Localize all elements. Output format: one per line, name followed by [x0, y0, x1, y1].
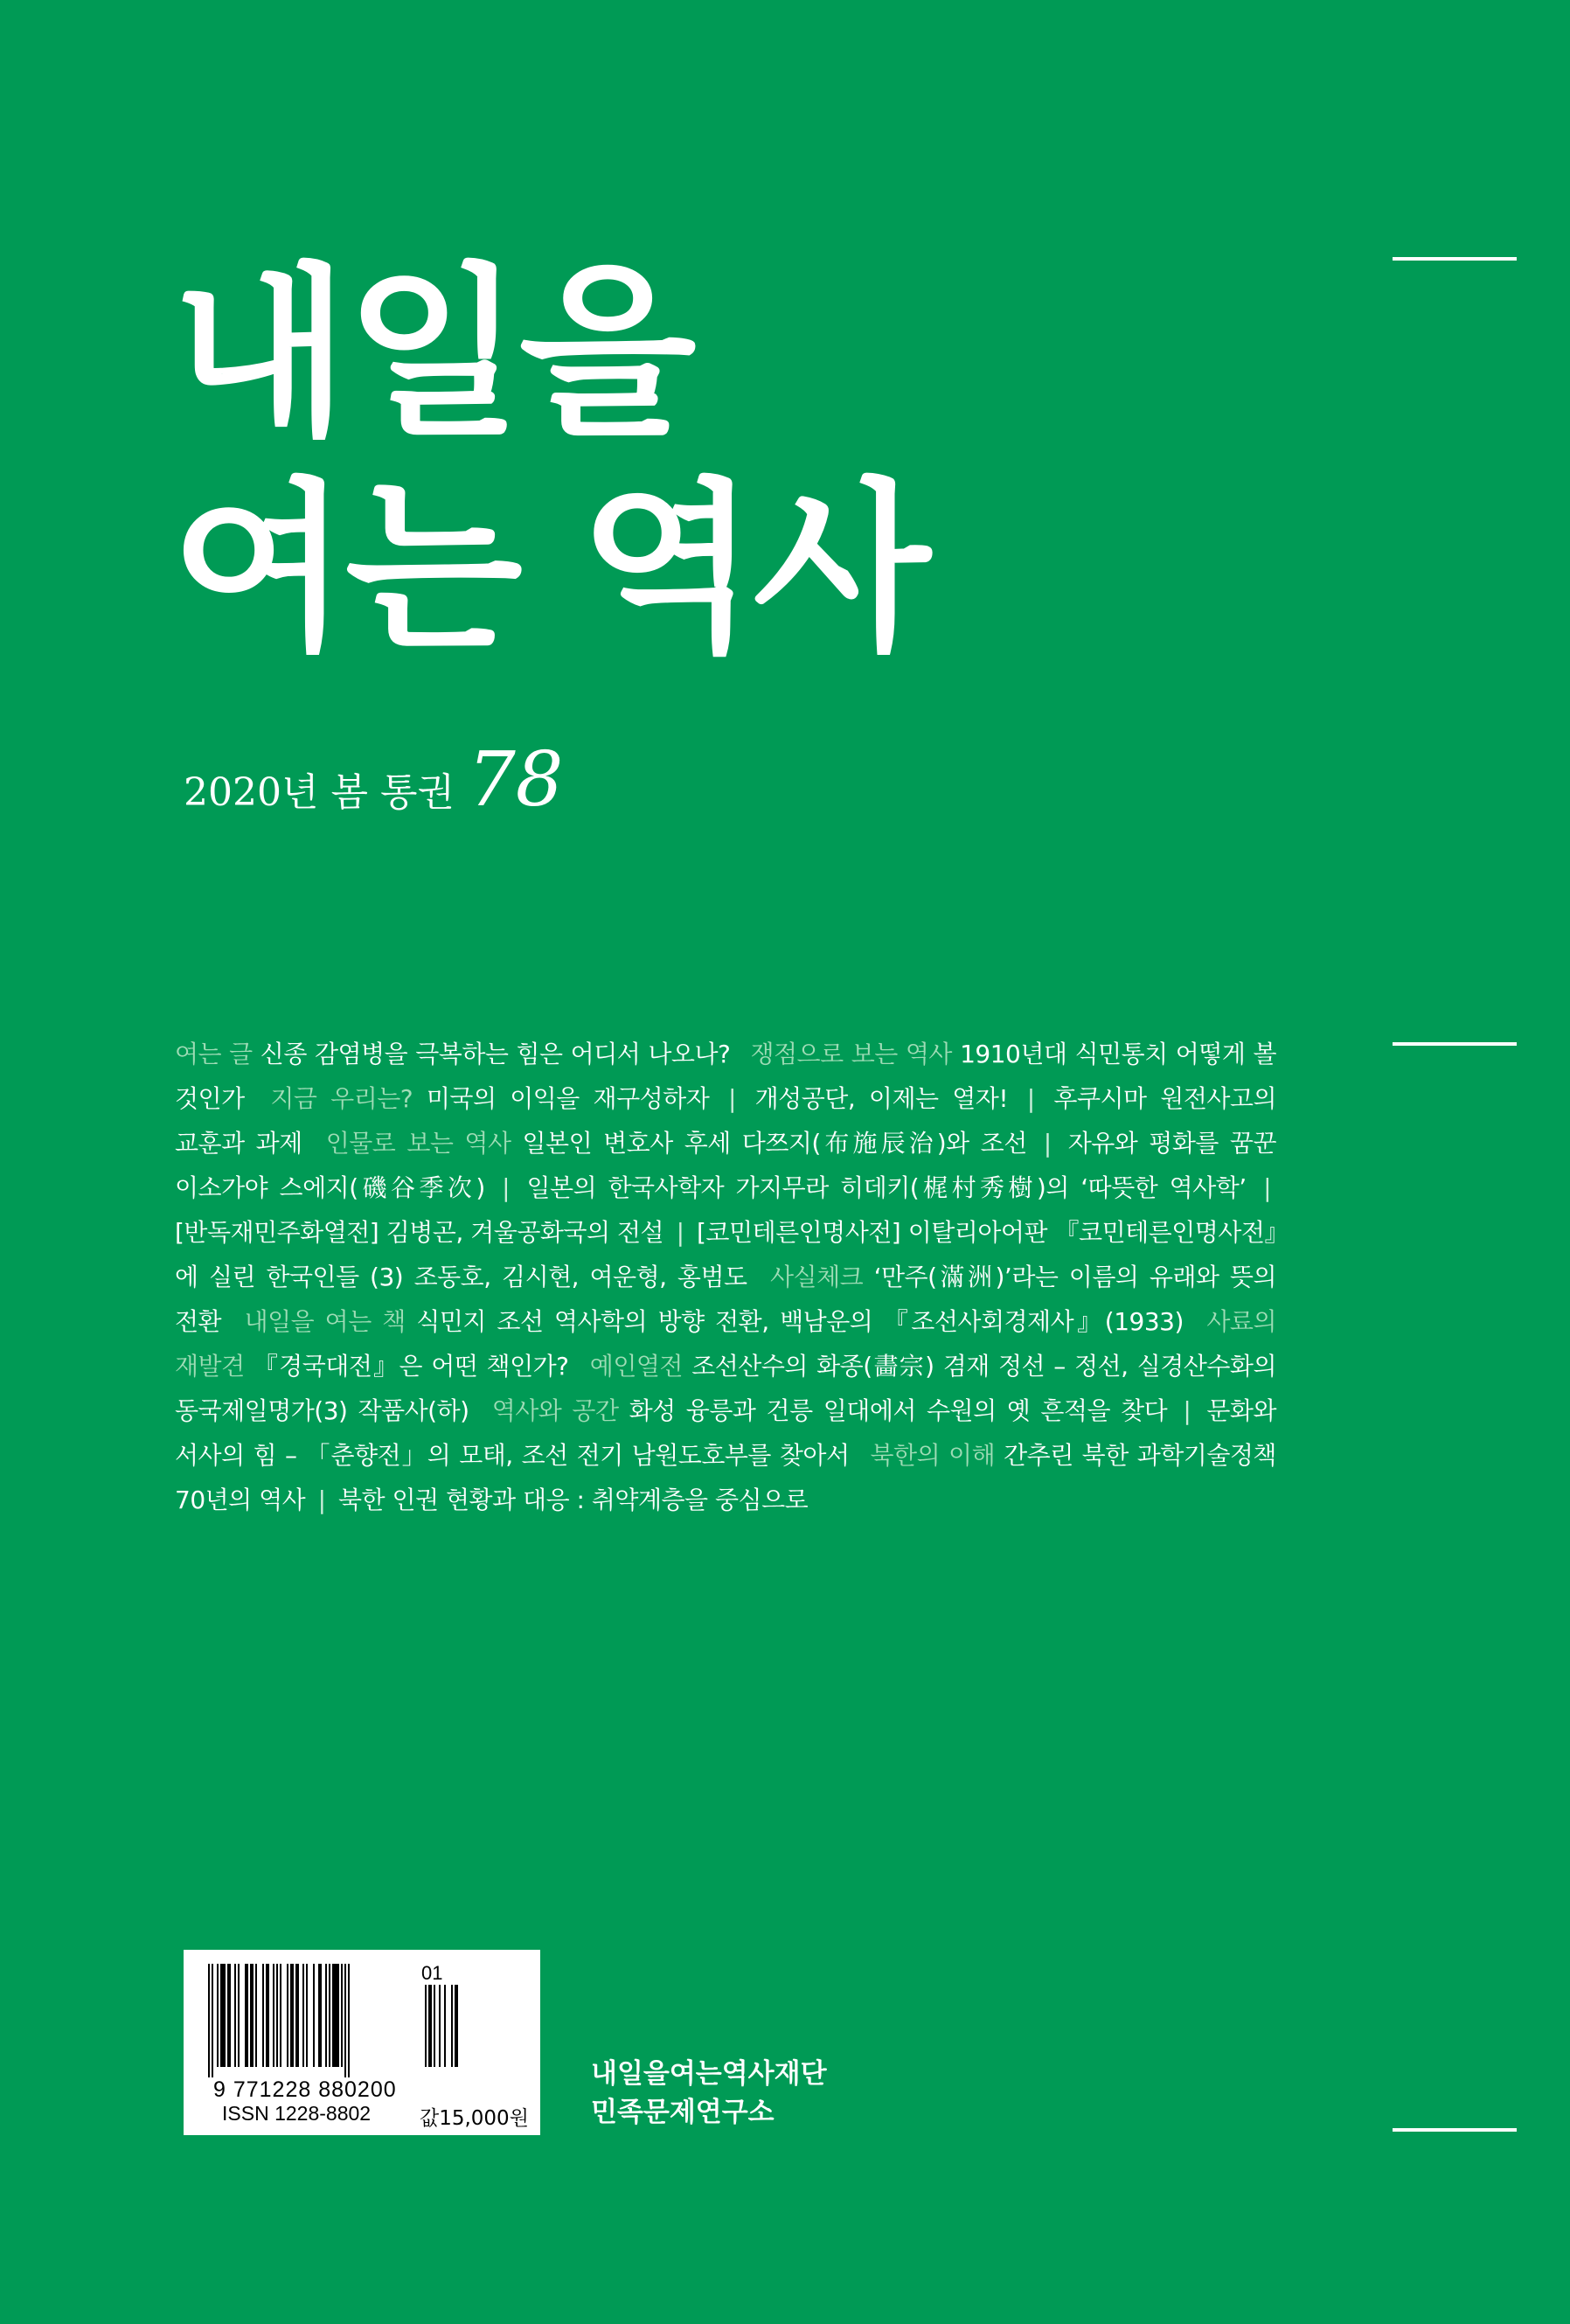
barcode-stripe — [255, 1964, 257, 2067]
toc-separator: | — [317, 1486, 326, 1514]
barcode-label — [184, 1950, 540, 2135]
toc-item: 북한 인권 현황과 대응 : 취약계층을 중심으로 — [337, 1486, 809, 1514]
publisher — [591, 2055, 827, 2132]
barcode-stripe — [273, 1964, 274, 2067]
title-line-2: 여는 역사 — [171, 462, 927, 676]
barcode-stripe — [262, 1964, 264, 2067]
toc-section-heading: 사료의 재발견 — [175, 1307, 1276, 1381]
barcode-stripe — [220, 1964, 226, 2067]
toc-item: 일본인 변호사 후세 다쯔지(布施辰治)와 조선 — [522, 1129, 1027, 1158]
toc-section-heading: 북한의 이해 — [870, 1441, 996, 1470]
barcode-stripe — [245, 1964, 248, 2067]
barcode-stripe — [348, 1964, 350, 2077]
toc-item: 조선산수의 화종(畵宗) 겸재 정선 – 정선, 실경산수화의 동국제일명가(3) 작품사(하) — [175, 1352, 1276, 1425]
toc-section-heading: 사실체크 — [769, 1263, 864, 1291]
toc-section-heading: 여는 글 — [175, 1040, 253, 1068]
barcode-stripe — [434, 1985, 435, 2067]
barcode-stripe — [227, 1964, 231, 2067]
publisher-line-2: 민족문제연구소 — [591, 2097, 775, 2128]
barcode-stripe — [266, 1964, 269, 2067]
decorative-rule-middle — [1393, 1042, 1517, 1046]
toc-item: 일본의 한국사학자 가지무라 히데키(梶村秀樹)의 ‘따뜻한 역사학’ — [526, 1173, 1247, 1202]
barcode-addon-number: 01 — [421, 1962, 443, 1984]
toc-section-heading: 내일을 여는 책 — [244, 1307, 406, 1336]
barcode-stripe — [329, 1964, 330, 2067]
issn-number: ISSN 1228-8802 — [222, 2102, 372, 2125]
toc-item: 식민지 조선 역사학의 방향 전환, 백남운의 『조선사회경제사』(1933) — [416, 1307, 1184, 1336]
barcode-stripe — [290, 1964, 294, 2067]
toc-item: 미국의 이익을 재구성하자 — [426, 1084, 710, 1113]
toc-item: [반독재민주화열전] 김병곤, 겨울공화국의 전설 — [175, 1218, 664, 1247]
barcode-stripe — [208, 1964, 210, 2077]
title-line-1: 내일을 — [171, 247, 693, 461]
issue-info — [184, 736, 564, 824]
barcode-stripe — [451, 1985, 453, 2067]
barcode-stripe — [455, 1985, 458, 2067]
barcode-stripe — [428, 1985, 432, 2067]
toc-item: 신종 감염병을 극복하는 힘은 어디서 나오나? — [260, 1040, 731, 1068]
toc-separator: | — [727, 1084, 736, 1113]
toc-item: 후쿠시마 원전사고의 교훈과 과제 — [175, 1084, 1277, 1158]
toc-item: 개성공단, 이제는 열자! — [754, 1084, 1009, 1113]
toc-separator: | — [676, 1218, 684, 1247]
barcode-stripe — [250, 1964, 254, 2067]
barcode-stripe — [325, 1964, 327, 2067]
barcode-stripe — [344, 1964, 346, 2077]
barcode-stripe — [295, 1964, 299, 2067]
barcode-stripe — [318, 1964, 322, 2067]
toc-item: 『경국대전』은 어떤 책인가? — [253, 1352, 569, 1381]
barcode-stripe — [212, 1964, 213, 2077]
barcode-stripe — [234, 1964, 236, 2067]
barcode-stripe — [332, 1964, 339, 2067]
publisher-line-1: 내일을여는역사재단 — [591, 2058, 827, 2090]
barcode-stripe — [238, 1964, 240, 2067]
barcode-stripe — [217, 1964, 219, 2067]
barcode-stripe — [425, 1985, 427, 2067]
barcode-stripe — [439, 1985, 441, 2067]
toc-item: 화성 융릉과 건릉 일대에서 수원의 옛 흔적을 찾다 — [629, 1396, 1168, 1425]
toc-section-heading: 쟁점으로 보는 역사 — [750, 1040, 952, 1068]
toc-item: [코민테른인명사전] 이탈리아어판 『코민테른인명사전』에 실린 한국인들 (3) 조동호, 김시현, 여운형, 홍범도 — [175, 1218, 1276, 1291]
toc-separator: | — [502, 1173, 511, 1202]
barcode-stripe — [280, 1964, 281, 2067]
barcode-ean-number: 9 771228 880200 — [213, 2077, 397, 2102]
addon-barcode — [425, 1985, 463, 2077]
issue-label: 2020년 봄 통권 — [184, 770, 455, 815]
ean-barcode — [208, 1964, 418, 2077]
toc-separator: | — [1263, 1173, 1271, 1202]
barcode-stripe — [306, 1964, 308, 2067]
toc-section-heading: 지금 우리는? — [270, 1084, 413, 1113]
barcode-stripe — [302, 1964, 304, 2067]
toc-section-heading: 인물로 보는 역사 — [325, 1129, 511, 1158]
table-of-contents — [175, 1032, 1276, 1522]
toc-item: 자유와 평화를 꿈꾼 이소가야 스에지(磯谷季次) — [175, 1129, 1277, 1202]
toc-item: 문화와 서사의 힘 – 「춘향전」의 모태, 조선 전기 남원도호부를 찾아서 — [175, 1396, 1276, 1470]
toc-separator: | — [1043, 1129, 1052, 1158]
toc-item: ‘만주(滿洲)’라는 이름의 유래와 뜻의 전환 — [175, 1263, 1276, 1336]
toc-item: 1910년대 식민통치 어떻게 볼 것인가 — [175, 1040, 1277, 1113]
issue-number: 78 — [468, 736, 564, 824]
decorative-rule-bottom — [1393, 2128, 1517, 2132]
decorative-rule-top — [1393, 257, 1517, 261]
toc-section-heading: 예인열전 — [589, 1352, 683, 1381]
barcode-stripe — [287, 1964, 288, 2067]
price: 값15,000원 — [420, 2107, 529, 2130]
barcode-stripe — [313, 1964, 315, 2067]
barcode-stripe — [276, 1964, 278, 2067]
barcode-stripe — [444, 1985, 446, 2067]
toc-separator: | — [1183, 1396, 1191, 1425]
toc-separator: | — [1026, 1084, 1035, 1113]
toc-item: 간추린 북한 과학기술정책 70년의 역사 — [175, 1441, 1276, 1514]
barcode-stripe — [341, 1964, 343, 2067]
toc-section-heading: 역사와 공간 — [491, 1396, 619, 1425]
